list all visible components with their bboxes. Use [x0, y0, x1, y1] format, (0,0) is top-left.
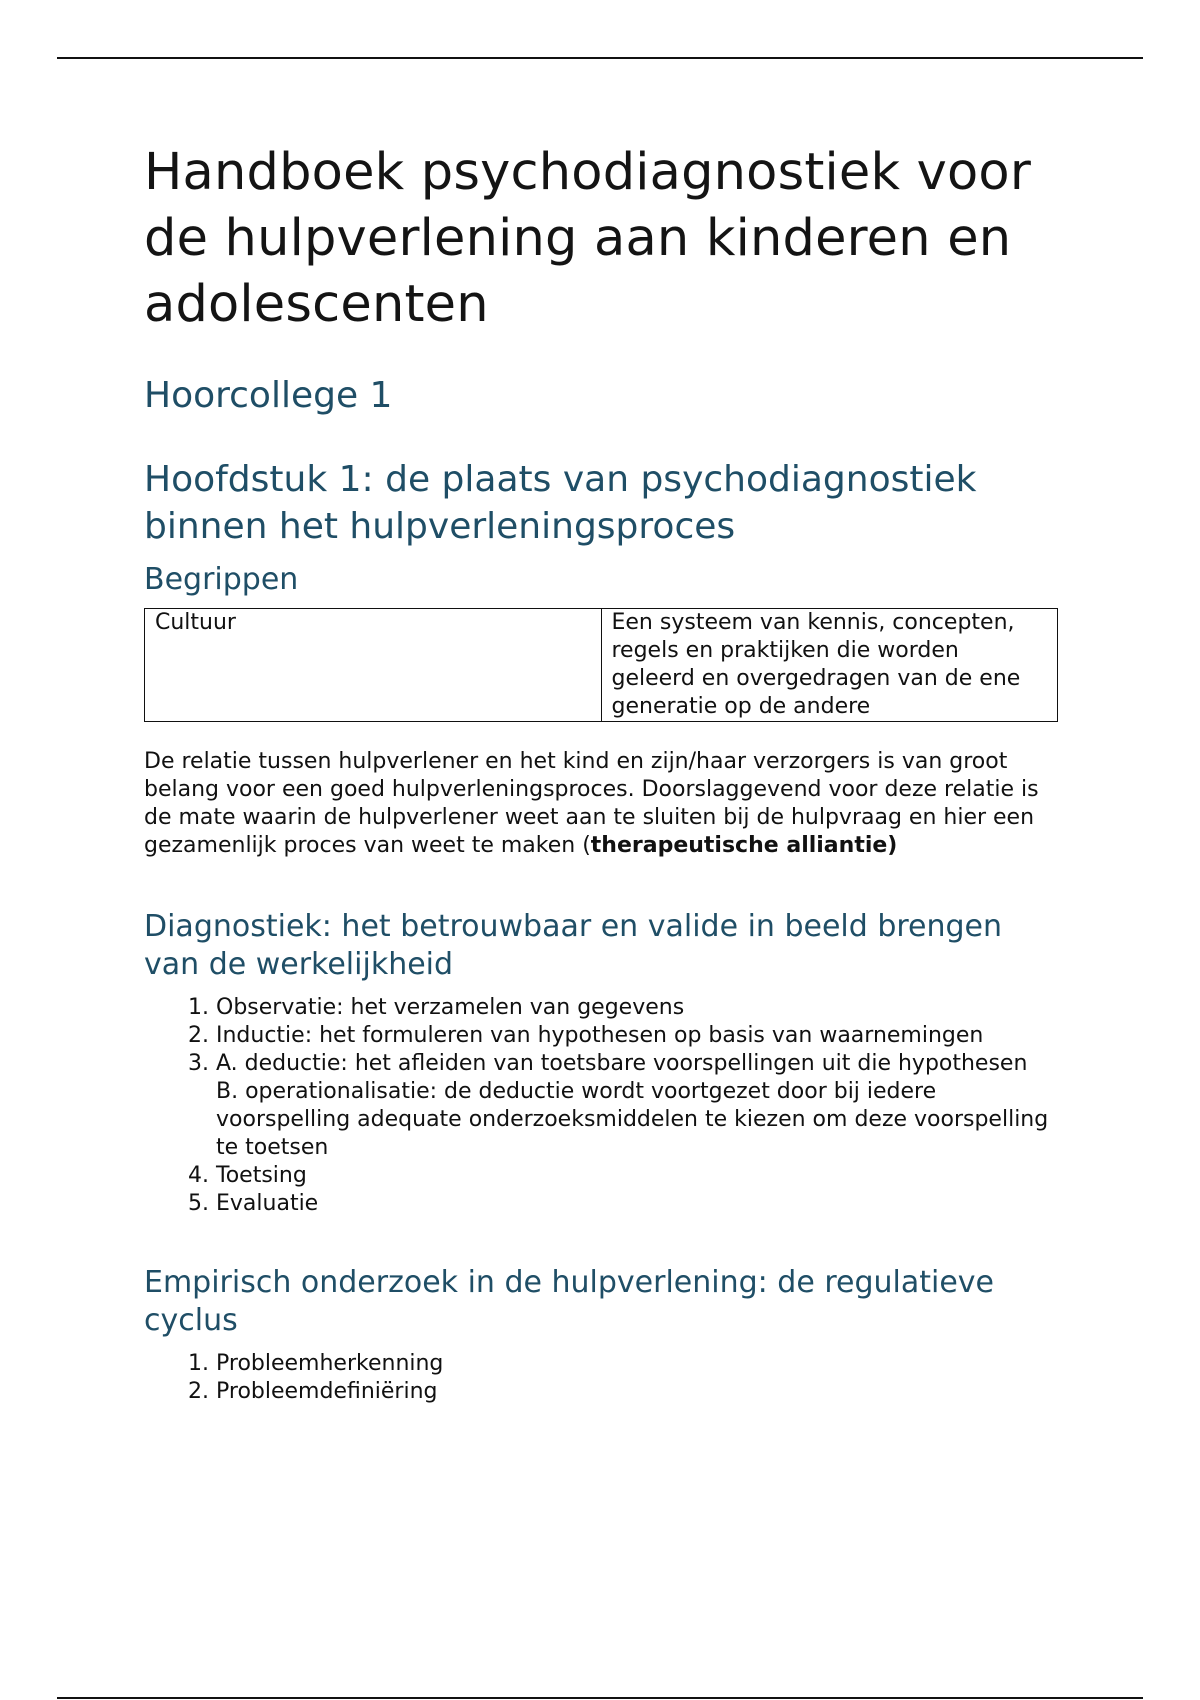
intro-paragraph — [144, 748, 1064, 860]
empirical-heading: Empirisch onderzoek in de hulpverlening: de regulatieve cyclus — [144, 1265, 994, 1338]
empirical-list — [144, 1350, 1064, 1406]
definition-cell: Een systeem van kennis, concepten, regels en praktijken die worden geleerd en overgedragen van de ene generatie op de andere — [601, 609, 1058, 722]
terms-heading: Begrippen — [144, 562, 299, 597]
list-item: 1. Observatie: het verzamelen van gegevens — [216, 994, 1064, 1022]
list-item: 5. Evaluatie — [216, 1190, 1064, 1218]
list-item-text: A. deductie: het afleiden van toetsbare voorspellingen uit die hypothesen — [216, 1051, 1028, 1076]
list-item: 2. Probleemdefiniëring — [216, 1378, 1064, 1406]
terms-table — [144, 608, 1058, 722]
lecture-heading: Hoorcollege 1 — [144, 375, 393, 416]
list-item-subtext: B. operationalisatie: de deductie wordt voortgezet door bij iedere voorspelling adequate onderzoeksmiddelen te kiezen om deze voorspelling te toetsen — [216, 1079, 1049, 1160]
bottom-rule — [57, 1697, 1143, 1699]
list-item: 2. Inductie: het formuleren van hypothesen op basis van waarnemingen — [216, 1022, 1064, 1050]
list-item — [216, 1050, 1064, 1162]
term-cell: Cultuur — [145, 609, 602, 722]
document-body — [144, 140, 1064, 1406]
diagnostics-heading: Diagnostiek: het betrouwbaar en valide in beeld brengen van de werkelijkheid — [144, 909, 1003, 982]
list-item: 4. Toetsing — [216, 1162, 1064, 1190]
diagnostics-section — [144, 908, 1064, 1218]
paragraph-text: De relatie tussen hulpverlener en het kind en zijn/haar verzorgers is van groot belang voor een goed hulpverleningsproces. Doorslaggevend voor deze relatie is de mate waarin de hulpverlener weet aan te sluiten bij de hulpvraag en hier een gezamenlijk proces van weet te maken ( — [144, 749, 1039, 858]
empirical-section — [144, 1264, 1064, 1406]
top-rule — [57, 57, 1143, 59]
document-title: Handboek psychodiagnostiek voor de hulpverlening aan kinderen en adolescenten — [144, 143, 1031, 334]
list-item: 1. Probleemherkenning — [216, 1350, 1064, 1378]
table-row — [145, 609, 1058, 722]
paragraph-bold-term: therapeutische alliantie) — [590, 833, 898, 858]
diagnostics-list — [144, 994, 1064, 1218]
chapter-heading: Hoofdstuk 1: de plaats van psychodiagnostiek binnen het hulpverleningsproces — [144, 459, 977, 547]
